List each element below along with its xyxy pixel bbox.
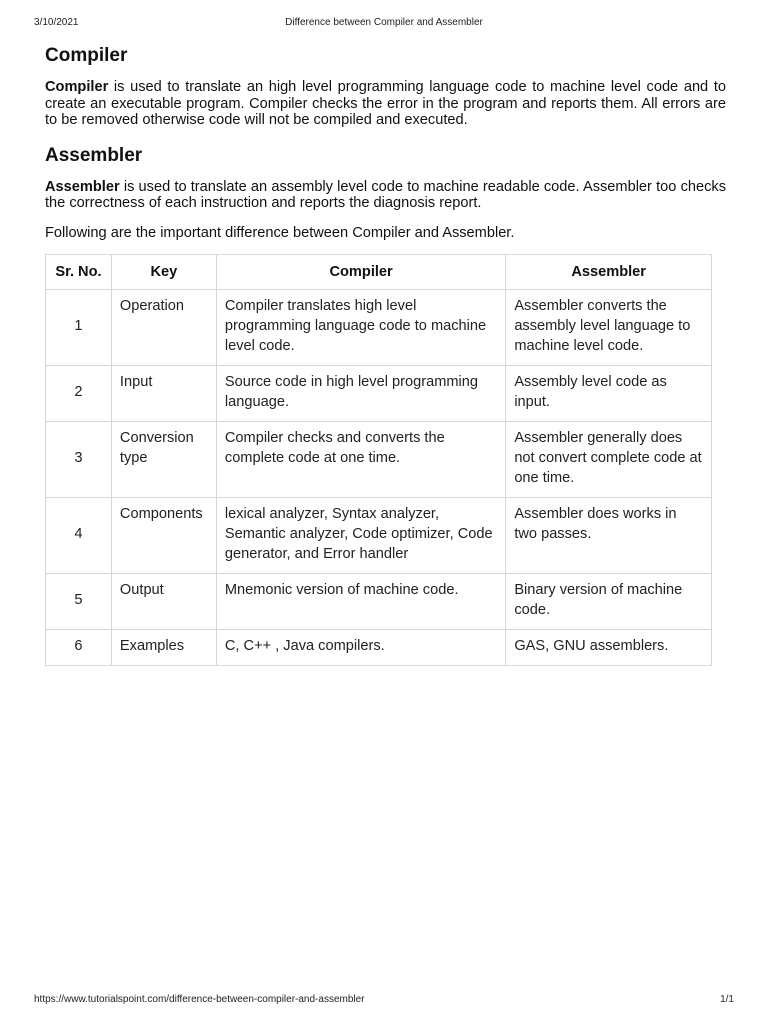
compiler-term: Compiler: [45, 79, 109, 95]
table-header-row: [46, 255, 712, 290]
sr-no-cell: 5: [46, 574, 112, 630]
article-content: [45, 44, 726, 666]
compiler-cell: Compiler checks and converts the complete code at one time.: [216, 422, 505, 498]
header-compiler: Compiler: [216, 255, 505, 290]
table-row: [46, 630, 712, 666]
table-row: [46, 290, 712, 366]
header-assembler: Assembler: [506, 255, 712, 290]
compiler-paragraph: [45, 79, 726, 129]
sr-no-cell: 3: [46, 422, 112, 498]
sr-no-cell: 2: [46, 366, 112, 422]
source-url[interactable]: https://www.tutorialspoint.com/difference-between-compiler-and-assembler: [34, 994, 365, 1005]
table-row: [46, 574, 712, 630]
sr-no-cell: 1: [46, 290, 112, 366]
difference-table: [45, 254, 712, 666]
compiler-cell: Mnemonic version of machine code.: [216, 574, 505, 630]
key-cell: Output: [111, 574, 216, 630]
assembler-description: is used to translate an assembly level code to machine readable code. Assembler too checks the correctness of each instruction and reports the diagnosis report.: [45, 178, 726, 211]
key-cell: Examples: [111, 630, 216, 666]
print-header: [34, 17, 734, 31]
assembler-cell: Assembler converts the assembly level language to machine level code.: [506, 290, 712, 366]
table-row: [46, 498, 712, 574]
table-row: [46, 366, 712, 422]
assembler-term: Assembler: [45, 178, 120, 195]
print-page-title: Difference between Compiler and Assembler: [285, 17, 483, 28]
compiler-heading: Compiler: [45, 45, 128, 66]
assembler-cell: Assembly level code as input.: [506, 366, 712, 422]
compiler-cell: C, C++ , Java compilers.: [216, 630, 505, 666]
key-cell: Conversion type: [111, 422, 216, 498]
assembler-paragraph: [45, 179, 726, 212]
assembler-cell: Binary version of machine code.: [506, 574, 712, 630]
compiler-cell: Compiler translates high level programming language code to machine level code.: [216, 290, 505, 366]
assembler-cell: Assembler generally does not convert complete code at one time.: [506, 422, 712, 498]
sr-no-cell: 6: [46, 630, 112, 666]
compiler-cell: Source code in high level programming language.: [216, 366, 505, 422]
assembler-cell: Assembler does works in two passes.: [506, 498, 712, 574]
compiler-description: is used to translate an high level programming language code to machine level code and to create an executable program. Compiler checks the error in the program and reports them. All errors are to be removed otherwise code will not be compiled and executed.: [45, 79, 726, 128]
page-number: 1/1: [720, 994, 734, 1005]
assembler-cell: GAS, GNU assemblers.: [506, 630, 712, 666]
header-key: Key: [111, 255, 216, 290]
table-intro: Following are the important difference between Compiler and Assembler.: [45, 224, 515, 241]
assembler-heading: Assembler: [45, 144, 143, 166]
key-cell: Components: [111, 498, 216, 574]
key-cell: Input: [111, 366, 216, 422]
print-date: 3/10/2021: [34, 17, 79, 28]
header-sr-no: Sr. No.: [46, 255, 112, 290]
print-footer: [34, 994, 734, 1008]
compiler-cell: lexical analyzer, Syntax analyzer, Semantic analyzer, Code optimizer, Code generator, and Error handler: [216, 498, 505, 574]
table-row: [46, 422, 712, 498]
key-cell: Operation: [111, 290, 216, 366]
sr-no-cell: 4: [46, 498, 112, 574]
